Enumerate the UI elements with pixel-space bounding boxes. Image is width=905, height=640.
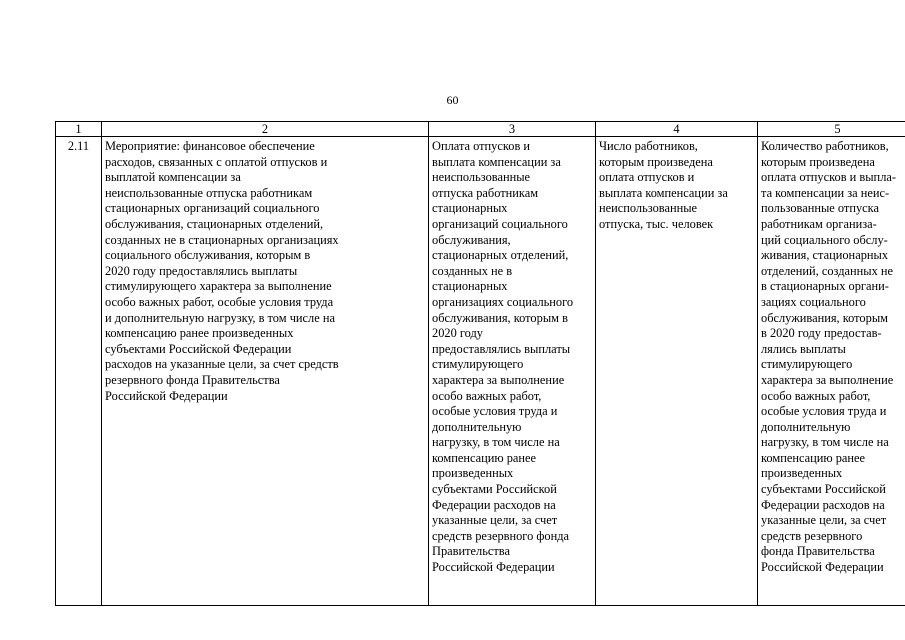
indicator-method-cell [758, 137, 905, 606]
cell-text-line: в 2020 году предостав- [761, 326, 882, 341]
cell-text-line: выплата компенсации за [599, 185, 728, 200]
cell-text-line: особо важных работ, [761, 388, 871, 403]
cell-text-line: субъектами Российской [761, 482, 886, 497]
page-number: 60 [446, 93, 459, 107]
cell-text-line: произведенных [432, 466, 514, 481]
column-header-4: 4 [596, 122, 758, 137]
cell-text-line: выплата компенсации за [432, 154, 561, 169]
cell-text-line: Федерации расходов на [761, 497, 885, 512]
cell-text-line: обслуживания, которым в [432, 310, 568, 325]
cell-text-line: компенсацию ранее произведенных [105, 326, 294, 341]
cell-text-line: стационарных [432, 279, 508, 294]
cell-text-line: особо важных работ, особые условия труда [105, 294, 334, 309]
cell-text-line: неиспользованные [599, 201, 698, 216]
cell-text-line: особо важных работ, [432, 388, 542, 403]
cell-text-line: выплатой компенсации за [105, 170, 241, 185]
cell-text-line: расходов на указанные цели, за счет средств [105, 357, 339, 372]
cell-text-line: Российской Федерации [761, 560, 884, 575]
cell-text-line: оплата отпусков и выпла- [761, 170, 897, 185]
cell-text-line: характера за выполнение [761, 372, 894, 387]
cell-text-line: Количество работников, [761, 139, 889, 153]
cell-text-line: 2020 году [432, 326, 483, 341]
cell-text-line: которым произведена [761, 154, 875, 169]
cell-text-line: Российской Федерации [105, 388, 228, 403]
cell-text-line: работникам организа- [761, 216, 877, 231]
row-number-cell: 2.11 [56, 137, 102, 606]
cell-text-line: резервного фонда Правительства [105, 372, 280, 387]
cell-text-line: Оплата отпусков и [432, 139, 531, 153]
cell-text-line: зациях социального [761, 294, 866, 309]
cell-text-line: в стационарных органи- [761, 279, 889, 294]
cell-text-line: отделений, созданных не [761, 263, 894, 278]
event-description-cell [102, 137, 429, 606]
cell-text-line: произведенных [761, 466, 843, 481]
document-table [55, 121, 905, 606]
cell-text-line: обслуживания, которым [761, 310, 888, 325]
cell-text-line: 2020 году предоставлялись выплаты [105, 263, 298, 278]
cell-text-line: живания, стационарных [761, 248, 889, 263]
cell-text-line: средств резервного [761, 528, 863, 543]
cell-text-line: дополнительную [432, 419, 522, 434]
cell-text-line: созданных не в [432, 263, 513, 278]
result-description-cell [429, 137, 596, 606]
column-header-1: 1 [56, 122, 102, 137]
cell-text-line: стационарных организаций социального [105, 201, 320, 216]
cell-text-line: субъектами Российской Федерации [105, 341, 292, 356]
cell-text-line: особые условия труда и [432, 404, 558, 419]
cell-text-line: оплата отпусков и [599, 170, 695, 185]
column-header-5: 5 [758, 122, 905, 137]
column-header-2: 2 [102, 122, 429, 137]
cell-text-line: обслуживания, [432, 232, 511, 247]
cell-text-line: Российской Федерации [432, 560, 555, 575]
cell-text-line: Число работников, [599, 139, 698, 153]
cell-text-line: нагрузку, в том числе на [432, 435, 560, 450]
cell-text-line: стимулирующего характера за выполнение [105, 279, 332, 294]
cell-text-line: субъектами Российской [432, 482, 557, 497]
column-header-3: 3 [429, 122, 596, 137]
cell-text-line: стационарных отделений, [432, 248, 569, 263]
cell-text-line: организаций социального [432, 216, 568, 231]
cell-text-line: расходов, связанных с оплатой отпусков и [105, 154, 328, 169]
cell-text-line: организациях социального [432, 294, 574, 309]
cell-text-line: и дополнительную нагрузку, в том числе на [105, 310, 335, 325]
cell-text-line: неиспользованные отпуска работникам [105, 185, 313, 200]
cell-text-line: характера за выполнение [432, 372, 565, 387]
cell-text-line: компенсацию ранее [432, 450, 537, 465]
cell-text-line: компенсацию ранее [761, 450, 866, 465]
cell-text-line: которым произведена [599, 154, 713, 169]
cell-text-line: Правительства [432, 544, 510, 559]
table-header-row [56, 122, 905, 137]
cell-text-line: пользованные отпуска [761, 201, 879, 216]
indicator-name-cell [596, 137, 758, 606]
cell-text-line: средств резервного фонда [432, 528, 570, 543]
cell-text-line: указанные цели, за счет [432, 513, 558, 528]
cell-text-line: предоставлялись выплаты [432, 341, 571, 356]
cell-text-line: отпуска работникам [432, 185, 539, 200]
cell-text-line: неиспользованные [432, 170, 531, 185]
cell-text-line: нагрузку, в том числе на [761, 435, 889, 450]
cell-text-line: Мероприятие: финансовое обеспечение [105, 139, 315, 153]
cell-text-line: стимулирующего [432, 357, 524, 372]
cell-text-line: та компенсации за неис- [761, 185, 890, 200]
cell-text-line: фонда Правительства [761, 544, 875, 559]
cell-text-line: Федерации расходов на [432, 497, 556, 512]
cell-text-line: указанные цели, за счет [761, 513, 887, 528]
cell-text-line: лялись выплаты [761, 341, 846, 356]
cell-text-line: стационарных [432, 201, 508, 216]
cell-text-line: социального обслуживания, которым в [105, 248, 311, 263]
table-row [56, 137, 905, 606]
cell-text-line: обслуживания, стационарных отделений, [105, 216, 324, 231]
cell-text-line: стимулирующего [761, 357, 853, 372]
cell-text-line: дополнительную [761, 419, 851, 434]
cell-text-line: ций социального обслу- [761, 232, 888, 247]
cell-text-line: особые условия труда и [761, 404, 887, 419]
cell-text-line: созданных не в стационарных организациях [105, 232, 339, 247]
cell-text-line: отпуска, тыс. человек [599, 216, 714, 231]
